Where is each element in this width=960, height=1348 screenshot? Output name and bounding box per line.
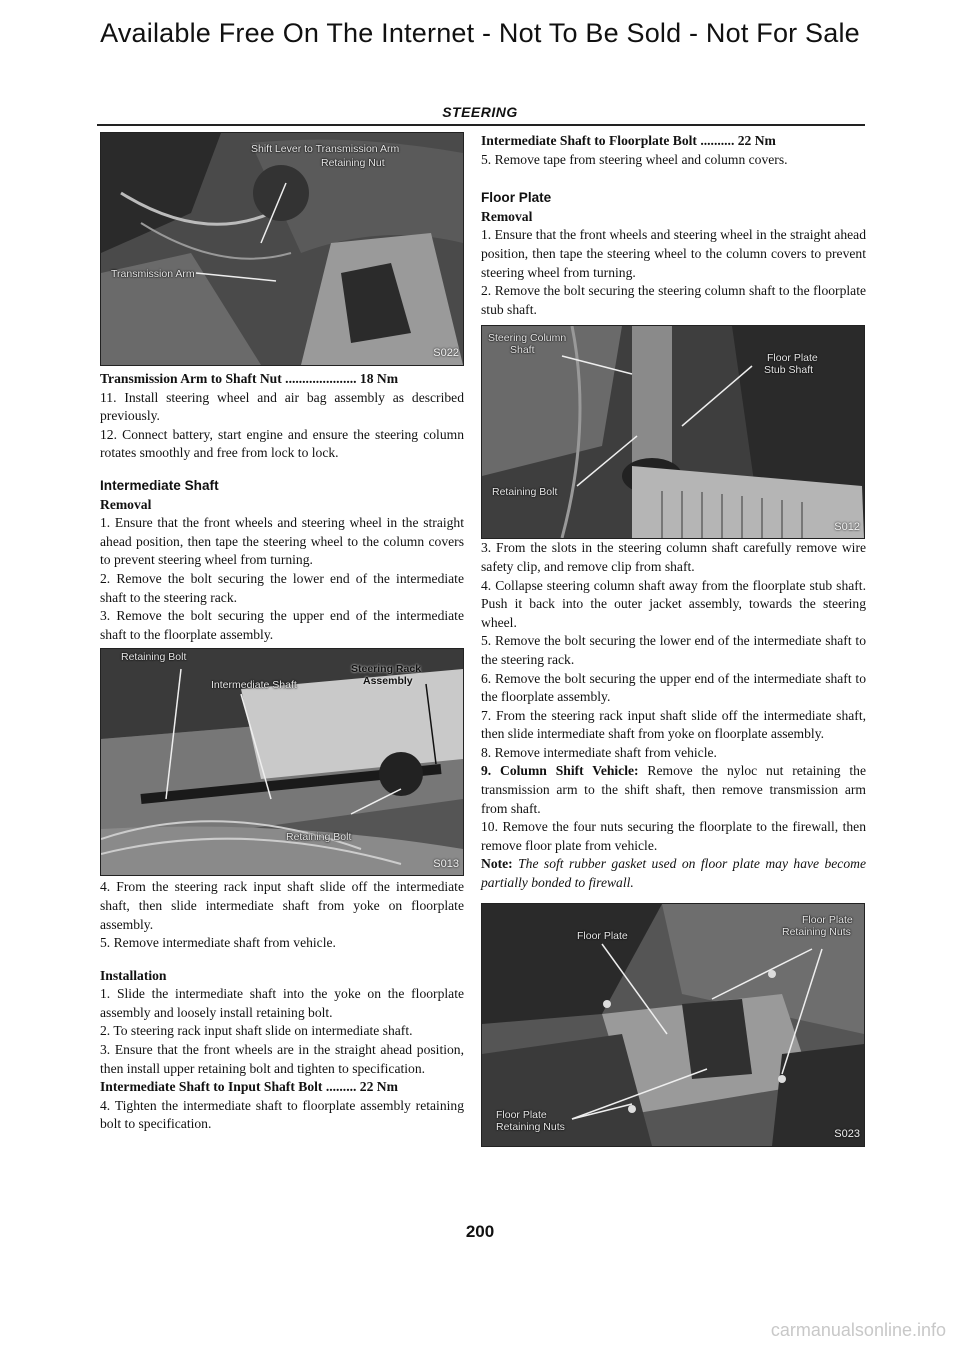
left-column — [100, 132, 464, 1134]
removal-step-2: 2. Remove the bolt securing the lower end of the intermediate shaft to the steering rack. — [100, 570, 464, 605]
label-retaining-nut: Retaining Nut — [321, 157, 385, 169]
label-retaining-nuts-right: Retaining Nuts — [782, 925, 851, 938]
photo-floor-plate — [481, 903, 865, 1147]
photo-code: S022 — [433, 347, 459, 360]
label-steering-rack: Steering Rack — [351, 663, 422, 676]
photo-intermediate-shaft — [100, 648, 464, 876]
step-9-lead: 9. Column Shift Vehicle: — [481, 763, 639, 779]
label-floor-plate: Floor Plate — [767, 352, 818, 365]
removal-step-4: 4. From the steering rack input shaft slide off the intermediate shaft, then slide intermediate shaft from yoke on floorplate assembly. — [100, 879, 464, 932]
label-shift-lever: Shift Lever to Transmission Arm — [251, 143, 400, 155]
removal-step-1: 1. Ensure that the front wheels and steering wheel in the straight ahead position, then tape the steering wheel to the column covers to prevent steering wheel from turning. — [100, 515, 464, 568]
page-header: STEERING — [442, 104, 518, 120]
torque-spec: Transmission Arm to Shaft Nut ..................... 18 Nm — [100, 371, 399, 386]
section-heading: Intermediate Shaft — [100, 477, 219, 493]
torque-spec: Intermediate Shaft to Input Shaft Bolt ......... 22 Nm — [100, 1079, 398, 1095]
removal-step-10: 10. Remove the four nuts securing the floorplate to the firewall, then remove floor plate from vehicle. — [481, 819, 866, 853]
note-lead: Note: — [481, 856, 513, 872]
subheading-removal: Removal — [481, 208, 533, 224]
note — [481, 855, 866, 892]
removal-step-8: 8. Remove intermediate shaft from vehicle. — [481, 744, 717, 760]
note-text: The soft rubber gasket used on floor plate may have become partially bonded to firewall. — [481, 856, 866, 891]
label-retaining-bolt-top: Retaining Bolt — [121, 651, 187, 664]
label-floor-plate-top: Floor Plate — [577, 929, 628, 942]
subheading-installation: Installation — [100, 967, 167, 983]
page-number: 200 — [465, 1222, 495, 1241]
photo-code: S012 — [834, 520, 860, 533]
removal-step-9 — [481, 762, 866, 818]
removal-step-5: 5. Remove the bolt securing the lower end of the intermediate shaft to the steering rack. — [481, 633, 866, 667]
removal-step-1: 1. Ensure that the front wheels and steering wheel in the straight ahead position, then tape the steering wheel to the column covers to prevent steering wheel from turning. — [481, 227, 866, 280]
banner-notice: Available Free On The Internet - Not To Be Sold - Not For Sale — [100, 18, 860, 48]
removal-step-3: 3. Remove the bolt securing the upper end of the intermediate shaft to the floorplate assembly. — [100, 608, 464, 642]
step-9-text: Remove the nyloc nut retaining the transmission arm to the shift shaft, then remove transmission arm from shaft. — [481, 763, 866, 816]
photo-code: S023 — [834, 1128, 860, 1141]
removal-step-7: 7. From the steering rack input shaft slide off the intermediate shaft, then slide intermediate shaft from yoke on floorplate assembly. — [481, 707, 866, 742]
photo-transmission-arm-graphic — [101, 133, 463, 365]
label-retaining-bolt-bottom: Retaining Bolt — [286, 831, 352, 844]
removal-step-3: 3. From the slots in the steering column shaft carefully remove wire safety clip, and remove clip from shaft. — [481, 540, 866, 574]
removal-step-2: 2. Remove the bolt securing the steering column shaft to the floorplate stub shaft. — [481, 283, 866, 317]
install-step-1: 1. Slide the intermediate shaft into the yoke on the floorplate assembly and loosely install retaining bolt. — [100, 986, 464, 1020]
removal-step-6: 6. Remove the bolt securing the upper end of the intermediate shaft to the floorplate assembly. — [481, 670, 866, 705]
header-rule — [97, 124, 865, 126]
photo-steering-column — [481, 325, 865, 539]
subheading-removal: Removal — [100, 496, 152, 512]
label-intermediate-shaft: Intermediate Shaft — [211, 679, 297, 692]
label-floor-plate-right: Floor Plate — [802, 913, 853, 926]
label-steering-column: Steering Column — [488, 332, 567, 345]
install-step-3: 3. Ensure that the front wheels are in the straight ahead position, then install upper retaining bolt and tighten to specification. — [100, 1042, 464, 1076]
right-column — [481, 132, 866, 1147]
label-stub-shaft: Stub Shaft — [764, 364, 814, 377]
step-5: 5. Remove tape from steering wheel and column covers. — [481, 151, 788, 167]
label-floor-plate-bottom: Floor Plate — [496, 1108, 547, 1121]
photo-transmission-arm — [100, 132, 464, 366]
section-heading: Floor Plate — [481, 190, 552, 206]
step-12: 12. Connect battery, start engine and ensure the steering column rotates smoothly and free from lock to lock. — [100, 426, 464, 461]
watermark: carmanualsonline.info — [770, 1320, 946, 1340]
label-retaining-bolt: Retaining Bolt — [492, 486, 558, 499]
label-assembly: Assembly — [363, 675, 413, 688]
install-step-2: 2. To steering rack input shaft slide on intermediate shaft. — [100, 1023, 413, 1039]
label-shaft: Shaft — [510, 344, 535, 357]
photo-code: S013 — [433, 857, 459, 870]
step-11: 11. Install steering wheel and air bag assembly as described previously. — [100, 389, 464, 424]
removal-step-5: 5. Remove intermediate shaft from vehicle. — [100, 935, 336, 951]
install-step-4: 4. Tighten the intermediate shaft to floorplate assembly retaining bolt to specification. — [100, 1097, 464, 1132]
torque-spec: Intermediate Shaft to Floorplate Bolt .......... 22 Nm — [481, 133, 776, 148]
label-retaining-nuts-bottom: Retaining Nuts — [496, 1120, 565, 1133]
removal-step-4: 4. Collapse steering column shaft away from the floorplate stub shaft. Push it back into the outer jacket assembly, towards the steering wheel. — [481, 577, 866, 630]
label-transmission-arm: Transmission Arm — [111, 268, 195, 280]
